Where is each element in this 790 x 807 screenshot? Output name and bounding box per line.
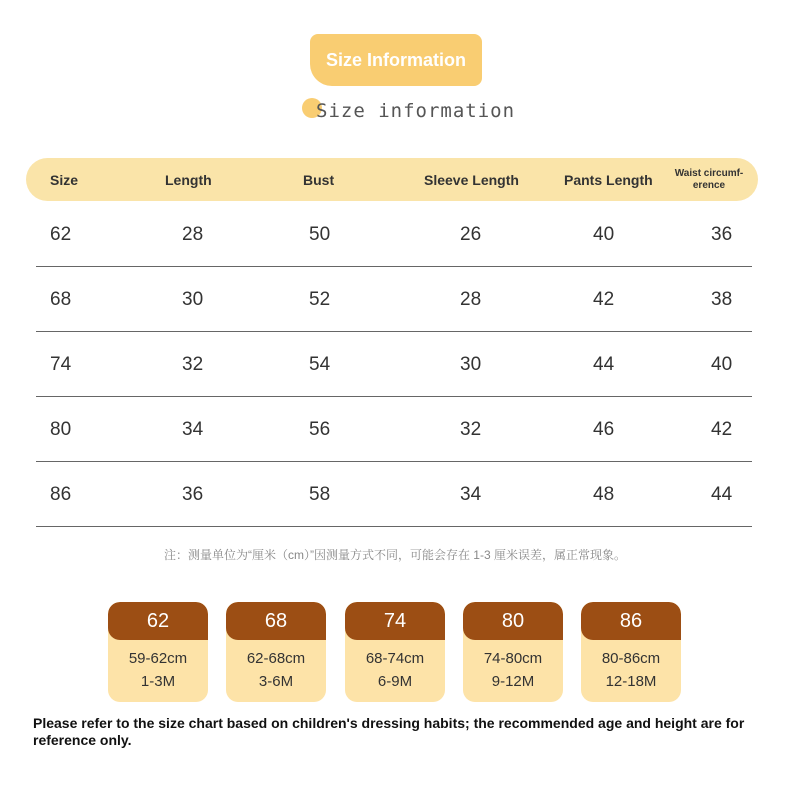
column-header-length: Length: [165, 171, 212, 188]
cell-pants-length: 40: [593, 224, 615, 245]
cell-waist: 44: [711, 483, 733, 505]
card-height: 80-86cm: [601, 650, 661, 667]
cell-size: 68: [50, 288, 72, 310]
card-age: 3-6M: [258, 673, 294, 690]
page-title: Size Information: [325, 49, 466, 70]
column-header-bust: Bust: [303, 171, 335, 188]
card-size: 74: [345, 602, 445, 640]
cell-bust: 58: [309, 483, 331, 505]
cell-bust: 52: [309, 288, 331, 310]
card-size: 68: [226, 602, 326, 640]
cell-sleeve-length: 30: [460, 353, 482, 375]
cell-length: 30: [182, 288, 204, 310]
card-size: 80: [463, 602, 563, 640]
card-age: 9-12M: [491, 673, 535, 690]
size-card-68: [226, 602, 326, 702]
cell-bust: 50: [309, 224, 331, 245]
cell-length: 28: [182, 224, 204, 245]
subtitle: [302, 96, 515, 126]
size-card-86: [581, 602, 681, 702]
cell-sleeve-length: 28: [460, 288, 482, 310]
cell-pants-length: 42: [593, 288, 615, 310]
column-header-waist: Waist circumf-erence: [674, 167, 744, 191]
card-height: 59-62cm: [128, 650, 188, 667]
size-card-80: [463, 602, 563, 702]
column-header-size: Size: [50, 171, 79, 188]
card-size: 62: [108, 602, 208, 640]
cell-length: 32: [182, 353, 204, 375]
column-header-pants-length: Pants Length: [564, 171, 653, 188]
cell-pants-length: 48: [593, 483, 615, 505]
cell-size: 80: [50, 418, 72, 440]
card-height: 62-68cm: [246, 650, 306, 667]
cell-bust: 54: [309, 353, 331, 375]
table-row: [36, 398, 752, 462]
column-header-sleeve-length: Sleeve Length: [424, 171, 519, 188]
table-header: [26, 158, 758, 201]
cell-sleeve-length: 34: [460, 483, 482, 505]
cell-waist: 38: [711, 288, 733, 310]
card-height: 74-80cm: [483, 650, 543, 667]
cell-length: 34: [182, 418, 204, 440]
table-row: [36, 204, 752, 267]
cell-waist: 36: [711, 224, 733, 245]
cell-size: 86: [50, 483, 72, 505]
card-age: 1-3M: [140, 673, 176, 690]
size-card-74: [345, 602, 445, 702]
footer-disclaimer: Please refer to the size chart based on children's dressing habits; the recommended age and height are for reference only.: [33, 715, 745, 748]
cell-size: 74: [50, 353, 72, 375]
cell-waist: 42: [711, 418, 733, 440]
table-row: [36, 333, 752, 397]
subtitle-text: Size information: [316, 100, 516, 122]
cell-pants-length: 44: [593, 353, 615, 375]
cell-pants-length: 46: [593, 418, 615, 440]
card-age: 6-9M: [377, 673, 413, 690]
table-row: [36, 268, 752, 332]
page-title-badge: [310, 34, 482, 86]
cell-sleeve-length: 26: [460, 224, 482, 245]
cell-sleeve-length: 32: [460, 418, 482, 440]
size-card-62: [108, 602, 208, 702]
card-age: 12-18M: [605, 673, 657, 690]
cell-size: 62: [50, 224, 72, 245]
table-row: [36, 463, 752, 527]
card-size: 86: [581, 602, 681, 640]
cell-waist: 40: [711, 353, 733, 375]
cell-bust: 56: [309, 418, 331, 440]
cell-length: 36: [182, 483, 204, 505]
measurement-note: 注：测量单位为“厘米（cm）”因测量方式不同，可能会存在 1-3 厘米误差，属正常现象。: [163, 548, 626, 562]
card-height: 68-74cm: [365, 650, 425, 667]
